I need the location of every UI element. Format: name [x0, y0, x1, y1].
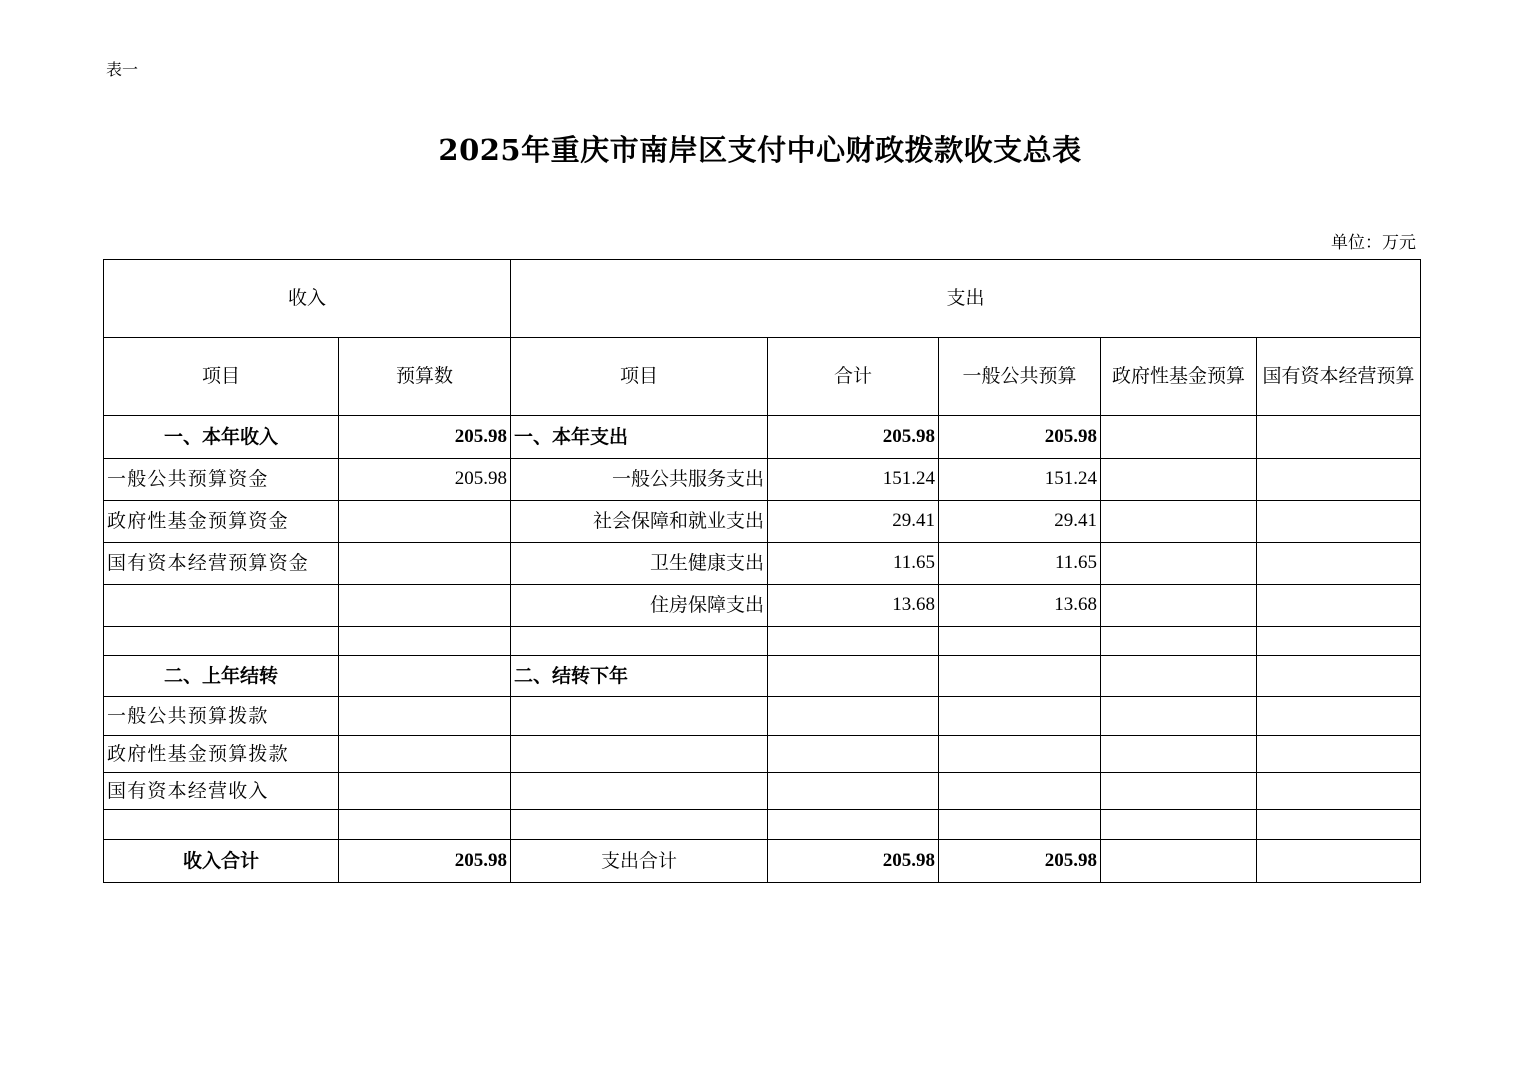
budget-cell	[339, 585, 511, 627]
general-cell: 13.68	[939, 585, 1101, 627]
gov-fund-cell	[1101, 543, 1257, 585]
gov-fund-cell	[1101, 810, 1257, 840]
gov-fund-cell	[1101, 697, 1257, 736]
table-row	[104, 543, 1421, 585]
budget-cell: 205.98	[339, 459, 511, 501]
budget-cell	[339, 773, 511, 810]
income-item-cell: 一般公共预算拨款	[104, 697, 339, 736]
expense-item-cell: 一般公共服务支出	[511, 459, 768, 501]
general-cell	[939, 697, 1101, 736]
col-budget: 预算数	[339, 338, 511, 416]
table-tag: 表一	[106, 60, 139, 79]
table-row	[104, 736, 1421, 773]
budget-cell	[339, 501, 511, 543]
income-item-cell: 国有资本经营预算资金	[104, 543, 339, 585]
income-item-cell: 二、上年结转	[104, 656, 339, 697]
gov-fund-cell	[1101, 459, 1257, 501]
general-cell	[939, 736, 1101, 773]
table-row	[104, 773, 1421, 810]
total-cell: 29.41	[768, 501, 939, 543]
gov-fund-cell	[1101, 656, 1257, 697]
expense-total-value: 205.98	[768, 840, 939, 883]
state-capital-cell	[1257, 459, 1421, 501]
total-cell	[768, 697, 939, 736]
general-cell: 11.65	[939, 543, 1101, 585]
total-cell	[768, 773, 939, 810]
income-item-cell: 国有资本经营收入	[104, 773, 339, 810]
expense-item-cell: 社会保障和就业支出	[511, 501, 768, 543]
budget-cell	[339, 543, 511, 585]
table-row	[104, 585, 1421, 627]
header-income: 收入	[104, 260, 511, 338]
state-capital-cell	[1257, 773, 1421, 810]
total-cell: 13.68	[768, 585, 939, 627]
expense-item-cell	[511, 736, 768, 773]
income-item-cell	[104, 585, 339, 627]
state-capital-cell	[1257, 736, 1421, 773]
gov-fund-cell	[1101, 585, 1257, 627]
header-row-group	[104, 260, 1421, 338]
income-item-cell: 政府性基金预算资金	[104, 501, 339, 543]
total-cell	[768, 736, 939, 773]
general-cell	[939, 773, 1101, 810]
page-title: 2025年重庆市南岸区支付中心财政拨款收支总表	[438, 133, 1082, 167]
table-row	[104, 810, 1421, 840]
total-cell: 205.98	[768, 416, 939, 459]
col-general-budget: 一般公共预算	[939, 338, 1101, 416]
total-cell	[768, 656, 939, 697]
income-total-value: 205.98	[339, 840, 511, 883]
table-row	[104, 656, 1421, 697]
expense-item-cell: 卫生健康支出	[511, 543, 768, 585]
col-state-capital-budget: 国有资本经营预算	[1257, 338, 1421, 416]
unit-label: 单位：万元	[1331, 233, 1416, 253]
general-cell: 205.98	[939, 416, 1101, 459]
total-cell	[768, 810, 939, 840]
header-row-columns	[104, 338, 1421, 416]
total-cell: 11.65	[768, 543, 939, 585]
table-row	[104, 501, 1421, 543]
expense-item-cell	[511, 697, 768, 736]
col-income-item: 项目	[104, 338, 339, 416]
state-capital-cell	[1257, 543, 1421, 585]
total-cell	[768, 627, 939, 656]
state-capital-cell	[1257, 656, 1421, 697]
general-cell	[939, 627, 1101, 656]
general-cell: 151.24	[939, 459, 1101, 501]
gov-fund-total-value	[1101, 840, 1257, 883]
gov-fund-cell	[1101, 773, 1257, 810]
general-cell	[939, 656, 1101, 697]
col-total: 合计	[768, 338, 939, 416]
general-total-value: 205.98	[939, 840, 1101, 883]
income-total-label: 收入合计	[104, 840, 339, 883]
general-cell	[939, 810, 1101, 840]
general-cell: 29.41	[939, 501, 1101, 543]
gov-fund-cell	[1101, 501, 1257, 543]
gov-fund-cell	[1101, 627, 1257, 656]
budget-summary-table	[103, 259, 1421, 883]
income-item-cell: 一、本年收入	[104, 416, 339, 459]
col-gov-fund-budget: 政府性基金预算	[1101, 338, 1257, 416]
table-row-total	[104, 840, 1421, 883]
expense-item-cell	[511, 773, 768, 810]
income-item-cell	[104, 810, 339, 840]
table-row	[104, 416, 1421, 459]
budget-cell	[339, 656, 511, 697]
expense-total-label: 支出合计	[511, 840, 768, 883]
state-capital-cell	[1257, 627, 1421, 656]
income-item-cell: 一般公共预算资金	[104, 459, 339, 501]
state-capital-cell	[1257, 501, 1421, 543]
gov-fund-cell	[1101, 416, 1257, 459]
budget-cell	[339, 810, 511, 840]
state-capital-cell	[1257, 585, 1421, 627]
budget-cell: 205.98	[339, 416, 511, 459]
budget-cell	[339, 697, 511, 736]
income-item-cell	[104, 627, 339, 656]
expense-item-cell: 二、结转下年	[511, 656, 768, 697]
table-row	[104, 697, 1421, 736]
header-expense: 支出	[511, 260, 1421, 338]
state-capital-total-value	[1257, 840, 1421, 883]
budget-cell	[339, 627, 511, 656]
expense-item-cell	[511, 810, 768, 840]
state-capital-cell	[1257, 810, 1421, 840]
income-item-cell: 政府性基金预算拨款	[104, 736, 339, 773]
table-row	[104, 459, 1421, 501]
state-capital-cell	[1257, 416, 1421, 459]
budget-cell	[339, 736, 511, 773]
table-row	[104, 627, 1421, 656]
expense-item-cell: 一、本年支出	[511, 416, 768, 459]
expense-item-cell: 住房保障支出	[511, 585, 768, 627]
expense-item-cell	[511, 627, 768, 656]
gov-fund-cell	[1101, 736, 1257, 773]
col-expense-item: 项目	[511, 338, 768, 416]
state-capital-cell	[1257, 697, 1421, 736]
total-cell: 151.24	[768, 459, 939, 501]
